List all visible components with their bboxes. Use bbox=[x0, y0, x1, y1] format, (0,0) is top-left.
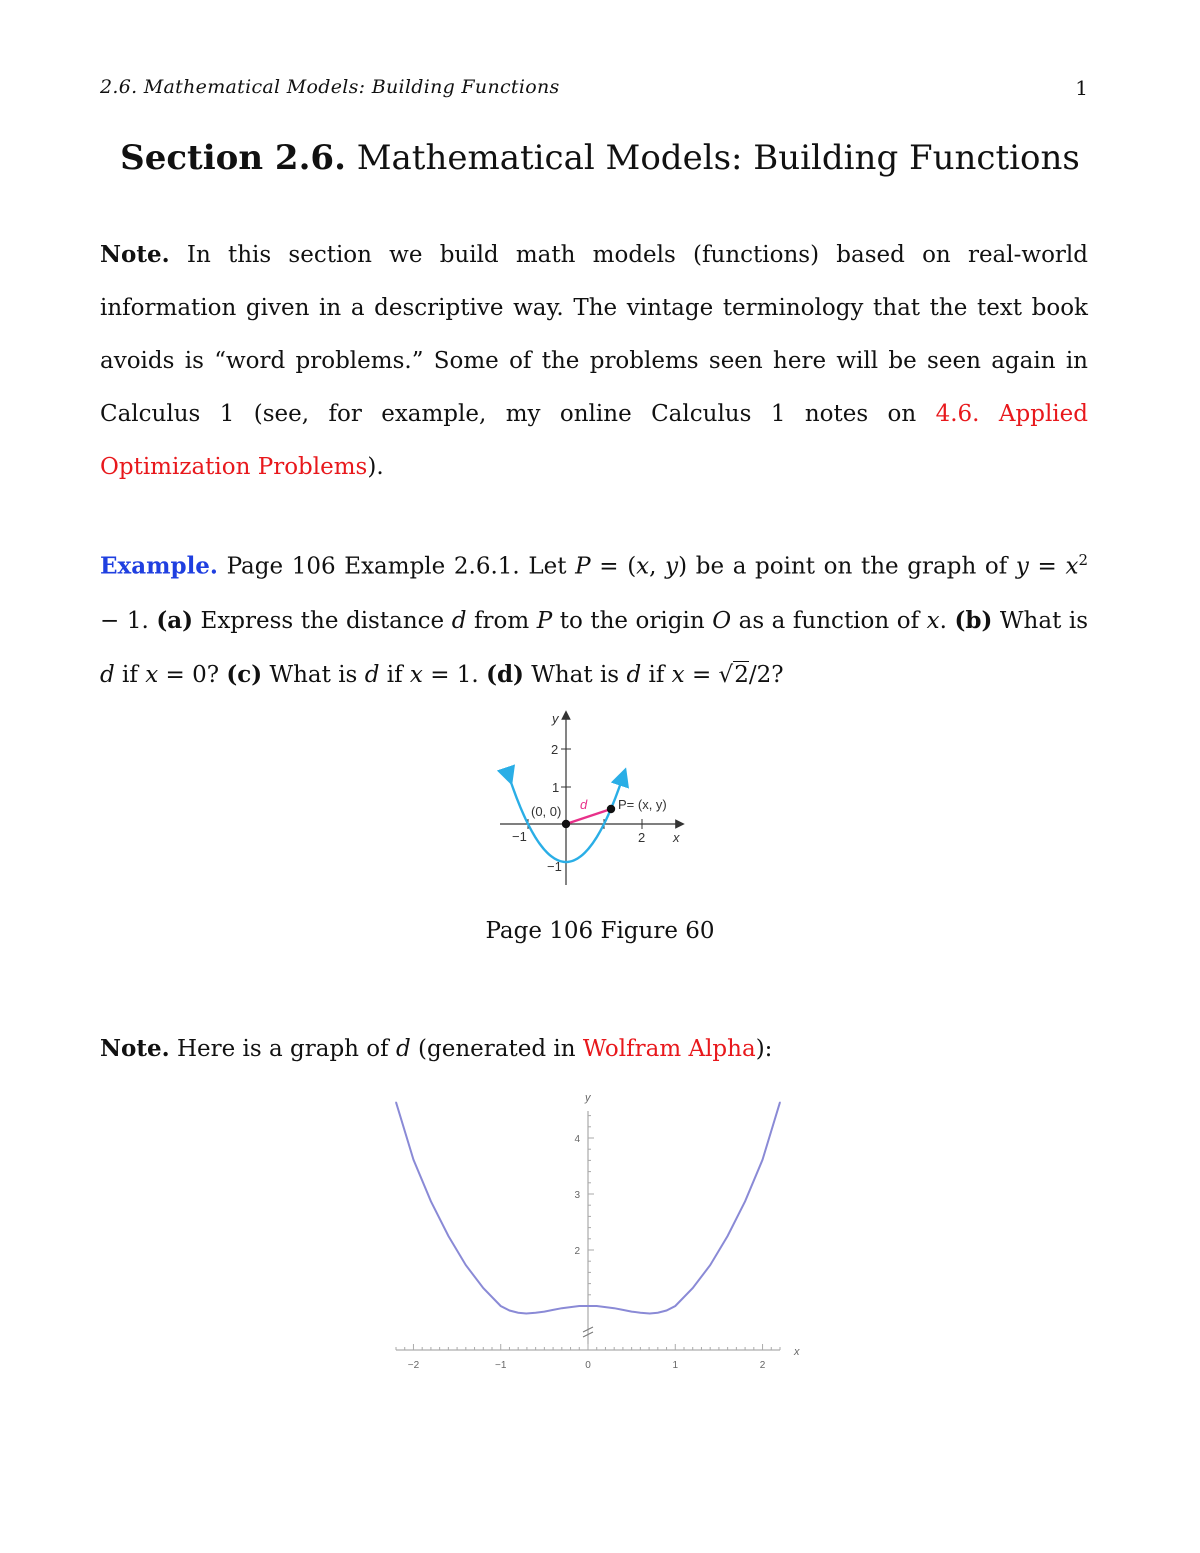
part-c-label: (c) bbox=[226, 660, 263, 688]
chart-data-point bbox=[413, 1159, 414, 1160]
chart-data-point bbox=[579, 1305, 580, 1306]
note2-text-mid: (generated in bbox=[418, 1036, 576, 1062]
tick-label-x2: 2 bbox=[638, 830, 646, 845]
note-paragraph bbox=[100, 228, 1088, 494]
chart-data-point bbox=[430, 1201, 431, 1202]
chart-x-tick-label: 1 bbox=[672, 1360, 679, 1371]
calculus-notes-link[interactable]: 4.6. Applied Optimization Problems bbox=[100, 401, 1088, 480]
wolfram-alpha-link[interactable]: Wolfram Alpha bbox=[582, 1036, 756, 1062]
section-name: Mathematical Models: Building Functions bbox=[356, 138, 1080, 178]
part-a-label: (a) bbox=[156, 606, 193, 634]
chart-data-point bbox=[631, 1311, 632, 1312]
chart-data-point bbox=[596, 1305, 597, 1306]
chart-data-point bbox=[666, 1310, 667, 1311]
chart-x-tick-label: 2 bbox=[759, 1360, 766, 1371]
chart-data-point bbox=[518, 1312, 519, 1313]
chart-data-point bbox=[710, 1265, 711, 1266]
part-d-label: (d) bbox=[486, 660, 524, 688]
page-number: 1 bbox=[1075, 76, 1088, 100]
part-a-text: Express the distance bbox=[200, 607, 445, 634]
chart-data-point bbox=[675, 1305, 676, 1306]
chart-data-point bbox=[614, 1308, 615, 1309]
part-b-label: (b) bbox=[954, 606, 993, 634]
tick-label-yneg1: −1 bbox=[547, 859, 562, 874]
chart-data-point bbox=[544, 1311, 545, 1312]
tick-label-xneg1: −1 bbox=[512, 829, 527, 844]
note-label: Note. bbox=[100, 241, 170, 268]
note2-text-end: ): bbox=[755, 1036, 773, 1062]
note2-paragraph bbox=[100, 1022, 1088, 1076]
example-label: Example. bbox=[100, 552, 218, 580]
chart-data-point bbox=[762, 1159, 763, 1160]
figure-caption: Page 106 Figure 60 bbox=[485, 918, 715, 944]
chart-x-tick-label: 0 bbox=[585, 1360, 591, 1371]
x-axis-label: x bbox=[673, 830, 680, 845]
point-label: P= (x, y) bbox=[618, 797, 667, 812]
chart-data-point bbox=[535, 1312, 536, 1313]
chart-data-point bbox=[561, 1308, 562, 1309]
chart-data-point bbox=[570, 1307, 571, 1308]
segment-label: d bbox=[580, 797, 588, 812]
running-header: 2.6. Mathematical Models: Building Functions bbox=[100, 76, 560, 98]
chart-data-point bbox=[483, 1287, 484, 1288]
chart-data-point bbox=[649, 1313, 650, 1314]
example-paragraph: Example. Page 106 Example 2.6.1. Let P = (x, y) be a point on the graph of $y = x^2 - 1$. (a) Express the distance d from P to the origin O as a function of x. (b) What is d if x = 0? (c) What is d if x = 1. (d) What is d if x = √2/2? bbox=[100, 551, 1089, 688]
section-title bbox=[0, 138, 1200, 178]
point-p bbox=[607, 805, 615, 813]
chart-data-point bbox=[465, 1265, 466, 1266]
chart-data-point bbox=[395, 1102, 396, 1103]
figure-parabola bbox=[490, 705, 710, 890]
chart-y-axis-label: y bbox=[585, 1092, 591, 1104]
chart-y-tick-label: 3 bbox=[574, 1190, 580, 1201]
tick-label-y2: 2 bbox=[551, 742, 559, 757]
note-text: In this section we build math models (functions) based on real-world information given in a descriptive way. The vintage terminology that the text book avoids is “word problems.” Some of the problems seen here will be seen again in Calculus 1 (see, for example, my online Calculus 1 notes on bbox=[100, 242, 1088, 427]
origin-label: (0, 0) bbox=[531, 804, 562, 819]
note2-var: d bbox=[395, 1036, 411, 1062]
note2-text: Here is a graph of bbox=[176, 1036, 389, 1062]
chart-y-tick-label: 4 bbox=[574, 1134, 580, 1145]
y-axis-label: y bbox=[552, 711, 559, 726]
chart-data-point bbox=[640, 1312, 641, 1313]
chart-data-point bbox=[622, 1309, 623, 1310]
chart-data-point bbox=[526, 1313, 527, 1314]
note2-label: Note. bbox=[100, 1035, 170, 1062]
chart-x-tick-label: −2 bbox=[407, 1360, 420, 1371]
chart-data-point bbox=[509, 1310, 510, 1311]
chart-data-point bbox=[448, 1235, 449, 1236]
chart-y-tick-label: 2 bbox=[574, 1246, 580, 1257]
chart-data-point bbox=[744, 1201, 745, 1202]
distance-chart bbox=[380, 1085, 820, 1385]
note-text-end: ). bbox=[367, 454, 384, 480]
chart-x-axis-label: x bbox=[794, 1346, 800, 1358]
origin-point bbox=[562, 820, 570, 828]
tick-label-y1: 1 bbox=[552, 780, 560, 795]
chart-data-point bbox=[587, 1305, 588, 1306]
chart-data-point bbox=[657, 1312, 658, 1313]
section-label: Section 2.6. bbox=[120, 138, 346, 178]
chart-data-point bbox=[727, 1235, 728, 1236]
example-intro: Page 106 Example 2.6.1. Let bbox=[226, 553, 567, 580]
chart-data-point bbox=[552, 1309, 553, 1310]
chart-x-tick-label: −1 bbox=[495, 1360, 507, 1371]
chart-data-point bbox=[779, 1102, 780, 1103]
chart-data-point bbox=[605, 1307, 606, 1308]
chart-data-point bbox=[692, 1287, 693, 1288]
chart-data-point bbox=[500, 1305, 501, 1306]
